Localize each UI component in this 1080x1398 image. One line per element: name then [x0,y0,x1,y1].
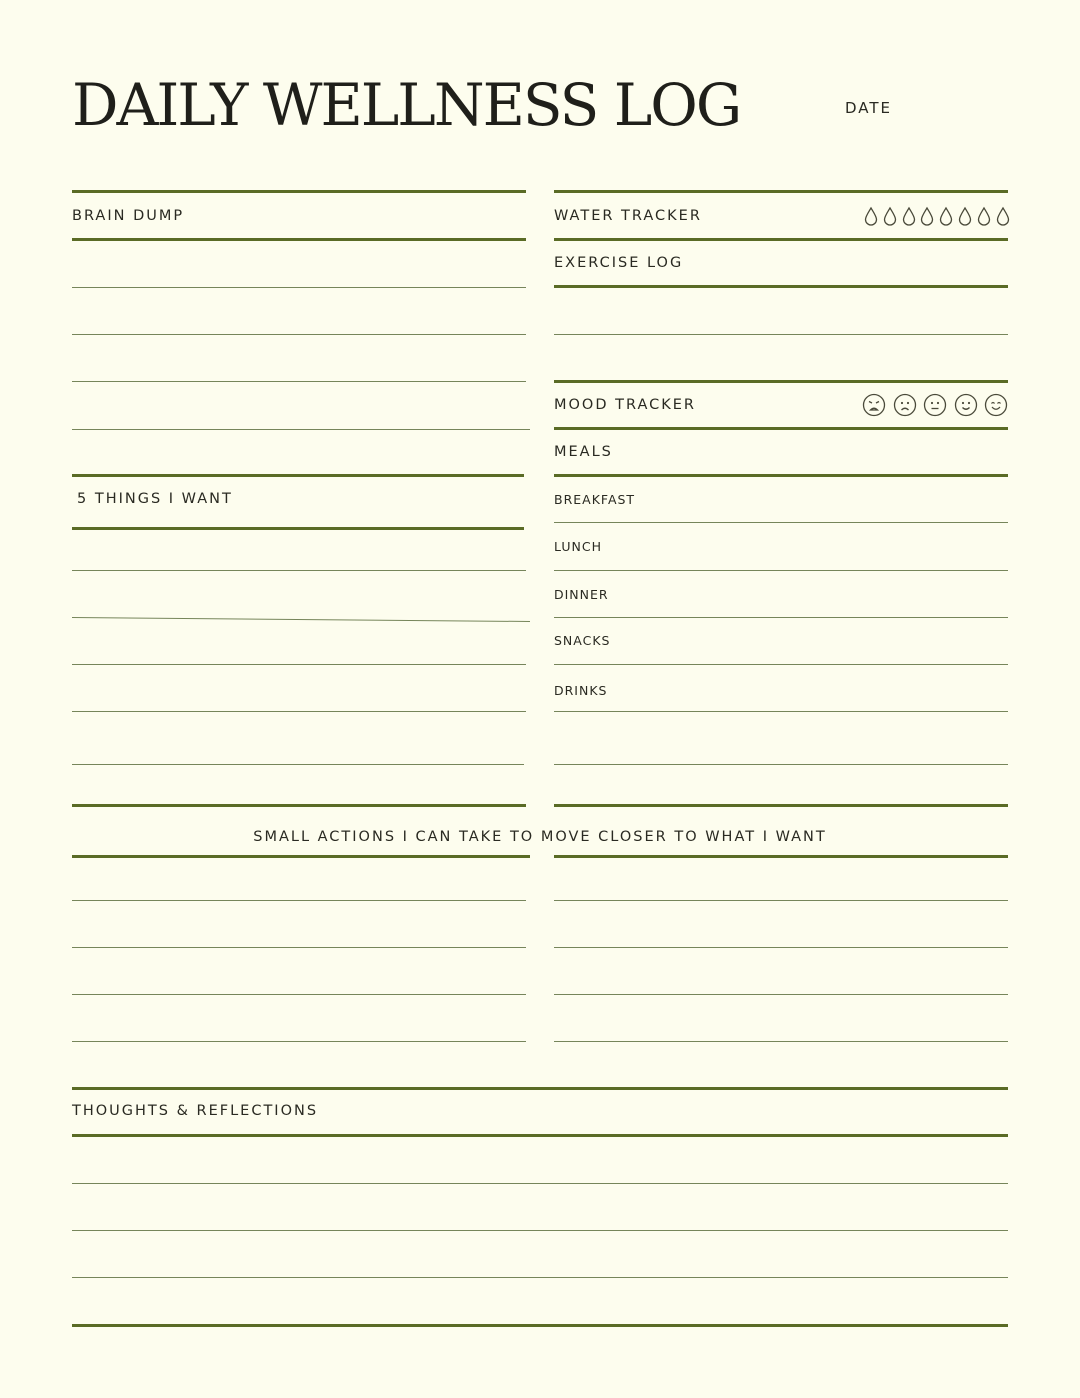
five-things-label: 5 THINGS I WANT [77,491,233,507]
writing-line [72,570,526,571]
writing-line [72,900,526,901]
brain-dump-top-rule [72,190,526,193]
thoughts-top-rule [72,1087,1008,1090]
exercise-log-bottom-rule [554,285,1008,288]
writing-line [554,617,1008,618]
writing-line [554,764,1008,765]
small-actions-bottom-rule-right [554,855,1008,858]
writing-line [72,617,530,622]
writing-line [554,900,1008,901]
writing-line [72,764,524,765]
small-actions-label: SMALL ACTIONS I CAN TAKE TO MOVE CLOSER TO WHAT I WANT [253,829,827,845]
writing-line [72,334,526,335]
writing-line [72,1041,526,1042]
water-tracker-top-rule [554,190,1008,193]
writing-line [554,522,1008,523]
small-actions-top-rule-left [72,804,526,807]
thoughts-bottom-rule [72,1134,1008,1137]
writing-line [72,1277,1008,1278]
page-title: DAILY WELLNESS LOG [72,71,741,139]
date-label: DATE [845,99,893,117]
mood-tracker-label: MOOD TRACKER [554,397,696,413]
brain-dump-bottom-rule [72,238,526,241]
writing-line [554,711,1008,712]
writing-line [72,994,526,995]
writing-line [72,664,526,665]
meal-breakfast-label: BREAKFAST [554,492,636,507]
writing-line [72,429,530,430]
thoughts-reflections-label: THOUGHTS & REFLECTIONS [72,1103,319,1119]
mood-tracker-top-rule [554,380,1008,383]
happy-face-icon[interactable] [984,393,1008,417]
writing-line [72,287,526,288]
thoughts-end-rule [72,1324,1008,1327]
writing-line [554,664,1008,665]
meal-dinner-label: DINNER [554,587,609,602]
five-things-bottom-rule [72,527,524,530]
angry-face-icon[interactable] [862,393,886,417]
smile-face-icon[interactable] [954,393,978,417]
small-actions-top-rule-right [554,804,1008,807]
writing-line [554,570,1008,571]
writing-line [72,1230,1008,1231]
writing-line [554,334,1008,335]
water-drop-icon[interactable] [937,206,955,226]
water-tracker-bottom-rule [554,238,1008,241]
meal-drinks-label: DRINKS [554,683,608,698]
meals-label: MEALS [554,444,613,460]
five-things-top-rule [72,474,524,477]
writing-line [554,947,1008,948]
water-drop-icon[interactable] [881,206,899,226]
water-drop-icon[interactable] [918,206,936,226]
writing-line [72,1183,1008,1184]
meal-snacks-label: SNACKS [554,633,611,648]
meals-bottom-rule [554,474,1008,477]
small-actions-bottom-rule-left [72,855,530,858]
meal-lunch-label: LUNCH [554,539,602,554]
mood-tracker-bottom-rule [554,427,1008,430]
writing-line [554,1041,1008,1042]
water-drop-icons [862,206,1012,226]
writing-line [72,711,526,712]
water-tracker-label: WATER TRACKER [554,208,702,224]
water-drop-icon[interactable] [975,206,993,226]
exercise-log-label: EXERCISE LOG [554,255,684,271]
brain-dump-label: BRAIN DUMP [72,208,185,224]
sad-face-icon[interactable] [893,393,917,417]
mood-face-icons [862,393,1008,417]
water-drop-icon[interactable] [994,206,1012,226]
water-drop-icon[interactable] [900,206,918,226]
water-drop-icon[interactable] [862,206,880,226]
writing-line [554,994,1008,995]
neutral-face-icon[interactable] [923,393,947,417]
writing-line [72,381,526,382]
water-drop-icon[interactable] [956,206,974,226]
writing-line [72,947,526,948]
